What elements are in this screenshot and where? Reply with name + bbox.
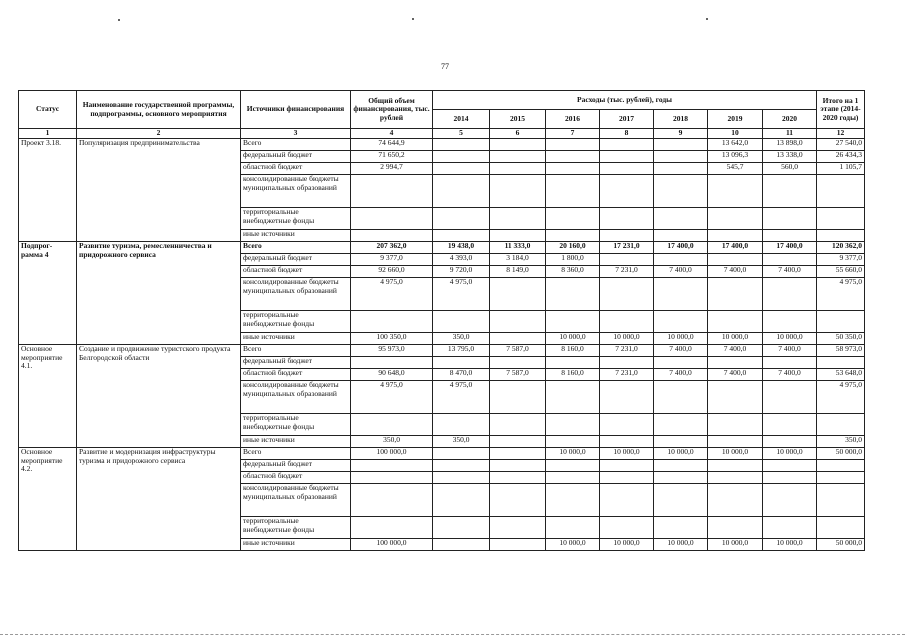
column-number: 5 (433, 129, 490, 139)
year-amount-cell: 8 160,0 (546, 369, 600, 381)
year-amount-cell (433, 414, 490, 436)
final-total-cell: 50 000,0 (817, 539, 865, 551)
total-amount-cell: 4 975,0 (351, 381, 433, 414)
funding-source: Всего (241, 345, 351, 357)
table-row (19, 242, 865, 254)
year-amount-cell (708, 311, 763, 333)
year-amount-cell (546, 436, 600, 448)
year-amount-cell: 19 438,0 (433, 242, 490, 254)
final-total-cell (817, 472, 865, 484)
year-amount-cell (600, 484, 654, 517)
year-amount-cell: 10 000,0 (763, 539, 817, 551)
year-amount-cell (433, 175, 490, 208)
year-amount-cell (490, 448, 546, 460)
year-amount-cell (433, 448, 490, 460)
year-amount-cell (654, 381, 708, 414)
year-amount-cell: 11 333,0 (490, 242, 546, 254)
year-amount-cell (433, 357, 490, 369)
year-amount-cell: 17 400,0 (763, 242, 817, 254)
year-amount-cell (708, 230, 763, 242)
total-amount-cell (351, 472, 433, 484)
year-amount-cell (763, 414, 817, 436)
final-total-cell (817, 517, 865, 539)
year-amount-cell (600, 311, 654, 333)
header-year: 2014 (433, 110, 490, 129)
total-amount-cell (351, 517, 433, 539)
year-amount-cell: 7 400,0 (763, 369, 817, 381)
year-amount-cell: 7 231,0 (600, 345, 654, 357)
year-amount-cell (490, 460, 546, 472)
funding-source: областной бюджет (241, 472, 351, 484)
year-amount-cell (708, 381, 763, 414)
year-amount-cell (546, 381, 600, 414)
year-amount-cell: 7 400,0 (654, 369, 708, 381)
header-year: 2015 (490, 110, 546, 129)
year-amount-cell (654, 414, 708, 436)
year-amount-cell: 10 000,0 (708, 448, 763, 460)
final-total-cell: 9 377,0 (817, 254, 865, 266)
year-amount-cell (600, 139, 654, 151)
year-amount-cell: 350,0 (433, 333, 490, 345)
table-row (19, 448, 865, 460)
year-amount-cell (708, 254, 763, 266)
year-amount-cell (654, 278, 708, 311)
column-number: 4 (351, 129, 433, 139)
final-total-cell: 26 434,3 (817, 151, 865, 163)
final-total-cell (817, 357, 865, 369)
total-amount-cell (351, 208, 433, 230)
row-program-name: Развитие и модернизация инфраструктуры туризма и придорожного сервиса (77, 448, 241, 551)
year-amount-cell (546, 484, 600, 517)
year-amount-cell (433, 460, 490, 472)
year-amount-cell (490, 472, 546, 484)
final-total-cell (817, 484, 865, 517)
final-total-cell: 4 975,0 (817, 381, 865, 414)
year-amount-cell (546, 460, 600, 472)
final-total-cell (817, 175, 865, 208)
year-amount-cell (490, 414, 546, 436)
year-amount-cell (433, 208, 490, 230)
funding-source: консолидированные бюджеты муниципальных образований (241, 381, 351, 414)
year-amount-cell (490, 539, 546, 551)
scan-speck (118, 19, 120, 21)
final-total-cell (817, 208, 865, 230)
year-amount-cell (490, 484, 546, 517)
year-amount-cell: 8 160,0 (546, 345, 600, 357)
year-amount-cell (546, 208, 600, 230)
final-total-cell: 55 660,0 (817, 266, 865, 278)
year-amount-cell (490, 333, 546, 345)
funding-source: территориальные внебюджетные фонды (241, 414, 351, 436)
year-amount-cell (708, 436, 763, 448)
year-amount-cell (490, 139, 546, 151)
funding-source: федеральный бюджет (241, 151, 351, 163)
total-amount-cell: 92 660,0 (351, 266, 433, 278)
column-number: 2 (77, 129, 241, 139)
column-number: 11 (763, 129, 817, 139)
funding-source: областной бюджет (241, 369, 351, 381)
year-amount-cell (654, 163, 708, 175)
column-number: 10 (708, 129, 763, 139)
year-amount-cell (763, 208, 817, 230)
year-amount-cell: 13 795,0 (433, 345, 490, 357)
year-amount-cell: 10 000,0 (600, 539, 654, 551)
year-amount-cell (654, 175, 708, 208)
year-amount-cell: 4 975,0 (433, 381, 490, 414)
year-amount-cell: 17 400,0 (654, 242, 708, 254)
year-amount-cell: 10 000,0 (708, 539, 763, 551)
year-amount-cell (654, 311, 708, 333)
column-number: 12 (817, 129, 865, 139)
total-amount-cell (351, 484, 433, 517)
budget-table (18, 90, 865, 551)
year-amount-cell: 10 000,0 (654, 448, 708, 460)
funding-source: территориальные внебюджетные фонды (241, 311, 351, 333)
header-year: 2016 (546, 110, 600, 129)
final-total-cell: 1 105,7 (817, 163, 865, 175)
year-amount-cell (654, 460, 708, 472)
total-amount-cell: 4 975,0 (351, 278, 433, 311)
year-amount-cell (433, 163, 490, 175)
year-amount-cell: 1 800,0 (546, 254, 600, 266)
year-amount-cell (490, 278, 546, 311)
final-total-cell: 58 973,0 (817, 345, 865, 357)
year-amount-cell: 13 096,3 (708, 151, 763, 163)
total-amount-cell: 71 650,2 (351, 151, 433, 163)
year-amount-cell (546, 151, 600, 163)
year-amount-cell: 8 149,0 (490, 266, 546, 278)
year-amount-cell (708, 278, 763, 311)
header-year: 2017 (600, 110, 654, 129)
row-program-name: Создание и продвижение туристского продукта Белгородской области (77, 345, 241, 448)
column-number: 6 (490, 129, 546, 139)
total-amount-cell: 90 648,0 (351, 369, 433, 381)
funding-source: консолидированные бюджеты муниципальных образований (241, 484, 351, 517)
table-body (19, 139, 865, 551)
year-amount-cell: 7 400,0 (708, 369, 763, 381)
row-status: Основное мероприятие 4.1. (19, 345, 77, 448)
header-program-name: Наименование государственной программы, подпрограммы, основного мероприятия (77, 91, 241, 129)
year-amount-cell (600, 517, 654, 539)
row-status: Основное мероприятие 4.2. (19, 448, 77, 551)
year-amount-cell (763, 436, 817, 448)
total-amount-cell: 100 000,0 (351, 448, 433, 460)
year-amount-cell (763, 278, 817, 311)
year-amount-cell: 8 470,0 (433, 369, 490, 381)
total-amount-cell (351, 175, 433, 208)
year-amount-cell (546, 414, 600, 436)
funding-source: федеральный бюджет (241, 254, 351, 266)
header-status: Статус (19, 91, 77, 129)
year-amount-cell: 8 360,0 (546, 266, 600, 278)
year-amount-cell (763, 381, 817, 414)
year-amount-cell (600, 208, 654, 230)
row-status: Проект 3.18. (19, 139, 77, 242)
final-total-cell: 50 000,0 (817, 448, 865, 460)
year-amount-cell: 4 393,0 (433, 254, 490, 266)
year-amount-cell (600, 175, 654, 208)
final-total-cell (817, 414, 865, 436)
year-amount-cell (763, 230, 817, 242)
funding-source: Всего (241, 242, 351, 254)
header-total-amount: Общий объем финансирования, тыс. рублей (351, 91, 433, 129)
year-amount-cell (600, 230, 654, 242)
header-final-total: Итого на 1 этапе (2014-2020 годы) (817, 91, 865, 129)
year-amount-cell: 4 975,0 (433, 278, 490, 311)
year-amount-cell (546, 139, 600, 151)
year-amount-cell (763, 254, 817, 266)
year-amount-cell (763, 472, 817, 484)
total-amount-cell: 100 350,0 (351, 333, 433, 345)
year-amount-cell: 10 000,0 (763, 333, 817, 345)
year-amount-cell: 3 184,0 (490, 254, 546, 266)
funding-source: иные источники (241, 230, 351, 242)
year-amount-cell (546, 357, 600, 369)
year-amount-cell (433, 139, 490, 151)
year-amount-cell (600, 357, 654, 369)
year-amount-cell (490, 517, 546, 539)
row-program-name: Развитие туризма, ремесленничества и придорожного сервиса (77, 242, 241, 345)
table-row (19, 139, 865, 151)
year-amount-cell: 10 000,0 (763, 448, 817, 460)
year-amount-cell (600, 278, 654, 311)
year-amount-cell (600, 254, 654, 266)
final-total-cell: 53 648,0 (817, 369, 865, 381)
funding-source: иные источники (241, 539, 351, 551)
total-amount-cell: 95 973,0 (351, 345, 433, 357)
year-amount-cell (654, 151, 708, 163)
year-amount-cell (490, 175, 546, 208)
final-total-cell: 50 350,0 (817, 333, 865, 345)
column-number: 1 (19, 129, 77, 139)
year-amount-cell (763, 311, 817, 333)
year-amount-cell: 7 400,0 (708, 345, 763, 357)
funding-source: Всего (241, 448, 351, 460)
row-status: Подпрог- рамма 4 (19, 242, 77, 345)
year-amount-cell: 7 400,0 (654, 345, 708, 357)
year-amount-cell (600, 414, 654, 436)
table-row (19, 345, 865, 357)
funding-source: федеральный бюджет (241, 460, 351, 472)
year-amount-cell: 17 400,0 (708, 242, 763, 254)
funding-source: областной бюджет (241, 163, 351, 175)
scan-speck (706, 18, 708, 20)
year-amount-cell (490, 163, 546, 175)
header-year: 2019 (708, 110, 763, 129)
header-year: 2020 (763, 110, 817, 129)
final-total-cell (817, 460, 865, 472)
year-amount-cell (600, 151, 654, 163)
year-amount-cell (654, 208, 708, 230)
final-total-cell: 27 540,0 (817, 139, 865, 151)
year-amount-cell (763, 484, 817, 517)
page-number: 77 (441, 62, 449, 71)
year-amount-cell (433, 539, 490, 551)
total-amount-cell (351, 230, 433, 242)
year-amount-cell (708, 517, 763, 539)
total-amount-cell: 2 994,7 (351, 163, 433, 175)
year-amount-cell (490, 311, 546, 333)
year-amount-cell: 10 000,0 (654, 539, 708, 551)
year-amount-cell: 7 231,0 (600, 369, 654, 381)
year-amount-cell: 10 000,0 (654, 333, 708, 345)
total-amount-cell: 9 377,0 (351, 254, 433, 266)
year-amount-cell (763, 175, 817, 208)
total-amount-cell: 74 644,9 (351, 139, 433, 151)
year-amount-cell: 7 587,0 (490, 345, 546, 357)
year-amount-cell (708, 414, 763, 436)
year-amount-cell (763, 357, 817, 369)
year-amount-cell (763, 460, 817, 472)
year-amount-cell (490, 230, 546, 242)
funding-source: консолидированные бюджеты муниципальных образований (241, 278, 351, 311)
header-year: 2018 (654, 110, 708, 129)
year-amount-cell (433, 151, 490, 163)
year-amount-cell: 17 231,0 (600, 242, 654, 254)
year-amount-cell (708, 175, 763, 208)
total-amount-cell (351, 414, 433, 436)
funding-source: областной бюджет (241, 266, 351, 278)
year-amount-cell (600, 460, 654, 472)
total-amount-cell: 100 000,0 (351, 539, 433, 551)
final-total-cell (817, 230, 865, 242)
year-amount-cell: 10 000,0 (546, 539, 600, 551)
year-amount-cell (490, 436, 546, 448)
table-header (19, 91, 865, 139)
year-amount-cell (654, 230, 708, 242)
total-amount-cell (351, 311, 433, 333)
year-amount-cell: 10 000,0 (600, 333, 654, 345)
total-amount-cell (351, 357, 433, 369)
scan-speck (412, 18, 414, 20)
year-amount-cell (654, 139, 708, 151)
total-amount-cell: 207 362,0 (351, 242, 433, 254)
total-amount-cell: 350,0 (351, 436, 433, 448)
row-program-name: Популяризация предпринимательства (77, 139, 241, 242)
year-amount-cell: 20 160,0 (546, 242, 600, 254)
year-amount-cell (654, 436, 708, 448)
year-amount-cell (708, 460, 763, 472)
column-number: 8 (600, 129, 654, 139)
year-amount-cell (490, 357, 546, 369)
year-amount-cell (654, 357, 708, 369)
year-amount-cell (490, 208, 546, 230)
year-amount-cell: 7 400,0 (763, 345, 817, 357)
year-amount-cell: 7 587,0 (490, 369, 546, 381)
column-number: 3 (241, 129, 351, 139)
year-amount-cell (654, 517, 708, 539)
year-amount-cell (708, 208, 763, 230)
funding-source: Всего (241, 139, 351, 151)
year-amount-cell (490, 381, 546, 414)
year-amount-cell: 7 400,0 (654, 266, 708, 278)
year-amount-cell: 7 400,0 (708, 266, 763, 278)
funding-source: территориальные внебюджетные фонды (241, 208, 351, 230)
funding-source: территориальные внебюджетные фонды (241, 517, 351, 539)
header-expenses-by-year: Расходы (тыс. рублей), годы (433, 91, 817, 110)
year-amount-cell (433, 311, 490, 333)
year-amount-cell (600, 472, 654, 484)
year-amount-cell: 10 000,0 (708, 333, 763, 345)
year-amount-cell: 350,0 (433, 436, 490, 448)
funding-source: федеральный бюджет (241, 357, 351, 369)
year-amount-cell: 10 000,0 (600, 448, 654, 460)
year-amount-cell: 13 898,0 (763, 139, 817, 151)
year-amount-cell: 10 000,0 (546, 448, 600, 460)
year-amount-cell (654, 254, 708, 266)
column-number: 9 (654, 129, 708, 139)
year-amount-cell: 7 231,0 (600, 266, 654, 278)
year-amount-cell: 10 000,0 (546, 333, 600, 345)
final-total-cell: 4 975,0 (817, 278, 865, 311)
final-total-cell: 350,0 (817, 436, 865, 448)
column-number: 7 (546, 129, 600, 139)
header-sources: Источники финансирования (241, 91, 351, 129)
funding-source: консолидированные бюджеты муниципальных образований (241, 175, 351, 208)
year-amount-cell (600, 163, 654, 175)
year-amount-cell (433, 230, 490, 242)
final-total-cell: 120 362,0 (817, 242, 865, 254)
year-amount-cell (600, 436, 654, 448)
year-amount-cell (546, 472, 600, 484)
year-amount-cell (708, 484, 763, 517)
year-amount-cell (433, 472, 490, 484)
year-amount-cell: 13 338,0 (763, 151, 817, 163)
year-amount-cell (708, 357, 763, 369)
year-amount-cell (546, 517, 600, 539)
year-amount-cell (546, 311, 600, 333)
year-amount-cell: 7 400,0 (763, 266, 817, 278)
year-amount-cell (546, 230, 600, 242)
year-amount-cell (433, 517, 490, 539)
year-amount-cell: 545,7 (708, 163, 763, 175)
year-amount-cell (654, 484, 708, 517)
year-amount-cell (546, 175, 600, 208)
final-total-cell (817, 311, 865, 333)
year-amount-cell (708, 472, 763, 484)
year-amount-cell: 9 720,0 (433, 266, 490, 278)
year-amount-cell (433, 484, 490, 517)
year-amount-cell (546, 163, 600, 175)
page-bottom-edge (0, 634, 905, 638)
funding-source: иные источники (241, 436, 351, 448)
total-amount-cell (351, 460, 433, 472)
year-amount-cell (600, 381, 654, 414)
year-amount-cell (546, 278, 600, 311)
year-amount-cell (654, 472, 708, 484)
year-amount-cell: 13 642,0 (708, 139, 763, 151)
funding-source: иные источники (241, 333, 351, 345)
year-amount-cell (763, 517, 817, 539)
year-amount-cell (490, 151, 546, 163)
year-amount-cell: 560,0 (763, 163, 817, 175)
